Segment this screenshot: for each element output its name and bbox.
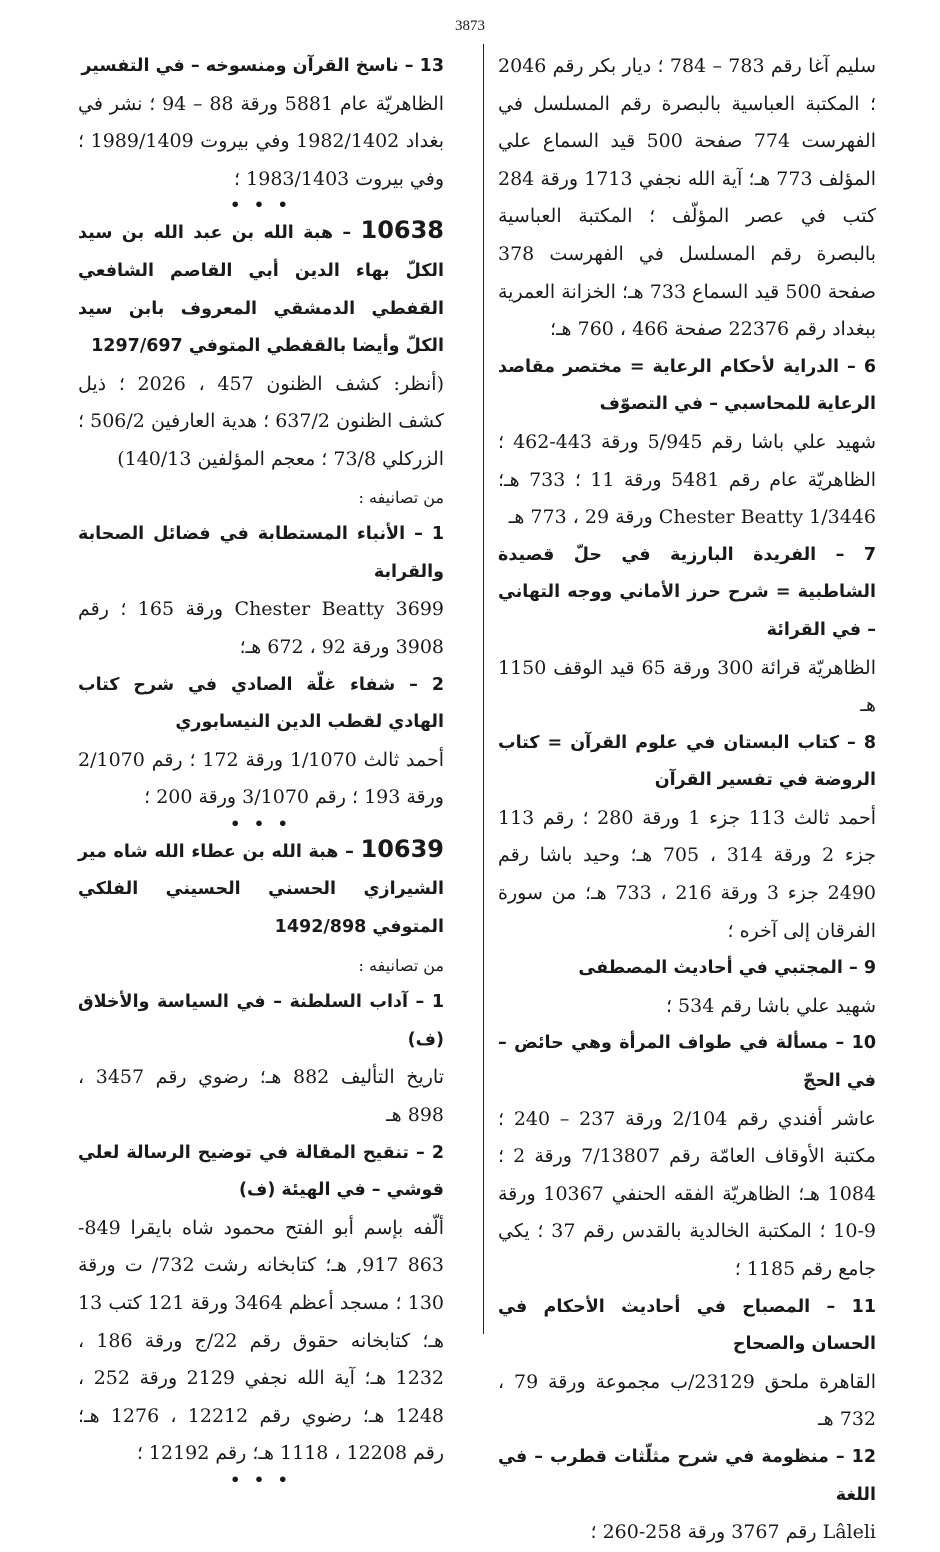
entry-title: – هبة الله بن عبد الله بن سيد الكلّ بهاء الدين أبي القاصم الشافعي القفطي الدمشقي المعروف بابن سيد الكلّ وأيضا بالقفطي المتوفي 1297/697 (78, 223, 444, 357)
column-divider (483, 44, 484, 1334)
work-title: 1 – آداب السلطنة – في السياسة والأخلاق (ف) (78, 992, 444, 1050)
work-title: 13 – ناسخ القرآن ومنسوخه – في التفسير (81, 56, 444, 76)
entry-number: 10638 (360, 216, 444, 245)
work-title: 2 – تنقيح المقالة في توضيح الرسالة لعلي قوشي – في الهيئة (ف) (78, 1142, 444, 1201)
manuscript-references: ألّفه بإسم أبو الفتح محمود شاه بايقرا 849-863 917, هـ؛ كتابخانه رشت 732/ ت ورقة 130 ؛ مسجد أعظم 3464 ورقة 121 كتب 13 هـ؛ كتابخانه حقوق رقم 22/ج ورقة 186 ، 1232 هـ؛ آية الله نجفي 2129 ورقة 252 ، 1248 هـ؛ رضوي رقم 12212 ، 1276 هـ؛ رقم 12208 ، 1118 هـ؛ رقم 12192 ؛ (78, 1216, 445, 1465)
manuscript-references: الظاهريّة عام 5881 ورقة 88 – 94 ؛ نشر في بغداد 1982/1402 وفي بيروت 1989/1409 ؛ وفي بيروت 1983/1403 ؛ (78, 92, 444, 190)
work-title: 8 – كتاب البستان في علوم القرآن = كتاب الروضة في تفسير القرآن (498, 732, 876, 791)
work-title: 2 – شفاء غلّة الصادي في شرح كتاب الهادي لقطب الدين النيسابوري (78, 674, 444, 733)
work-title: 10 – مسألة في طواف المرأة وهي حائض – في الحجّ (498, 1033, 876, 1092)
work-title: 11 – المصباح في أحاديث الأحكام في الحسان والصحاح (498, 1296, 876, 1355)
manuscript-references: (أنظر: كشف الظنون 457 ، 2026 ؛ ذيل كشف الظنون 637/2 ؛ هدية العارفين 506/2 ؛ الزركلي 73/8 ؛ معجم المؤلفين 140/13) (78, 372, 444, 470)
work-title: 1 – الأنباء المستطابة في فضائل الصحابة والقرابة (78, 524, 444, 582)
entry-title: – هبة الله بن عطاء الله شاه مير الشيرازي الحسني الحسيني الفلكي المتوفي 1492/898 (78, 841, 444, 938)
manuscript-references: تاريخ التأليف 882 هـ؛ رضوي رقم 3457 ، 898 هـ (78, 1066, 445, 1127)
right-column (498, 48, 876, 1552)
biography-entry-heading (78, 212, 444, 365)
manuscript-references: أحمد ثالث 113 جزء 1 ورقة 280 ؛ رقم 113 جزء 2 ورقة 314 ، 705 هـ؛ وحيد باشا رقم 2490 جزء 3 ورقة 216 ، 733 هـ؛ من سورة الفرقان إلى آخره ؛ (498, 806, 877, 942)
works-label: من تصانيفه : (358, 487, 444, 507)
entry-number: 10639 (360, 834, 444, 863)
manuscript-references: Chester Beatty 3699 ورقة 165 ؛ رقم 3908 ورقة 92 ، 672 هـ؛ (78, 598, 444, 658)
manuscript-references: الظاهريّة قرائة 300 ورقة 65 قيد الوقف 1150 هـ (498, 656, 877, 717)
biography-entry-heading (78, 831, 444, 947)
manuscript-references: عاشر أفندي رقم 2/104 ورقة 237 – 240 ؛ مكتبة الأوقاف العامّة رقم 7/13807 ورقة 2 ؛ 1084 هـ؛ الظاهريّة الفقه الحنفي 10367 ورقة 9-10 ؛ المكتبة الخالدية بالقدس رقم 37 ؛ يكي جامع رقم 1185 ؛ (498, 1107, 876, 1280)
section-separator: • • • (230, 195, 292, 215)
works-label: من تصانيفه : (358, 955, 444, 975)
work-title: 12 – منظومة في شرح مثلّثات قطرب – في اللغة (498, 1446, 876, 1505)
page-number: 3873 (455, 18, 485, 34)
section-separator: • • • (230, 1469, 292, 1489)
manuscript-references: Lâleli رقم 3767 ورقة 258-260 ؛ (590, 1521, 876, 1544)
manuscript-references: شهيد علي باشا رقم 534 ؛ (665, 994, 876, 1017)
work-title: 7 – الفريدة البارزية في حلّ قصيدة الشاطبية = شرح حرز الأماني ووجه التهاني – في القرائة (498, 544, 876, 640)
work-title: 6 – الدراية لأحكام الرعاية = مختصر مقاصد الرعاية للمحاسبي – في التصوّف (498, 356, 876, 415)
left-column (78, 48, 444, 1487)
work-title: 9 – المجتبي في أحاديث المصطفى (578, 958, 876, 979)
manuscript-references: سليم آغا رقم 783 – 784 ؛ ديار بكر رقم 2046 ؛ المكتبة العباسية بالبصرة رقم المسلسل في الفهرست 774 صفحة 500 قيد السماع علي المؤلف 773 هـ؛ آية الله نجفي 1713 ورقة 284 كتب في عصر المؤلّف ؛ المكتبة العباسية بالبصرة رقم المسلسل في الفهرست 378 صفحة 500 قيد السماع 733 هـ؛ الخزانة العمرية ببغداد رقم 22376 صفحة 466 ، 760 هـ؛ (498, 55, 877, 341)
manuscript-references: شهيد علي باشا رقم 5/945 ورقة 443-462 ؛ الظاهريّة عام رقم 5481 ورقة 11 ؛ 733 هـ؛ Chester Beatty 1/3446 ورقة 29 ، 773 هـ (498, 430, 877, 529)
section-separator: • • • (230, 813, 292, 833)
manuscript-references: أحمد ثالث 1/1070 ورقة 172 ؛ رقم 2/1070 ورقة 193 ؛ رقم 3/1070 ورقة 200 ؛ (78, 748, 444, 809)
manuscript-references: القاهرة ملحق 23129/ب مجموعة ورقة 79 ، 732 هـ (498, 1370, 877, 1431)
